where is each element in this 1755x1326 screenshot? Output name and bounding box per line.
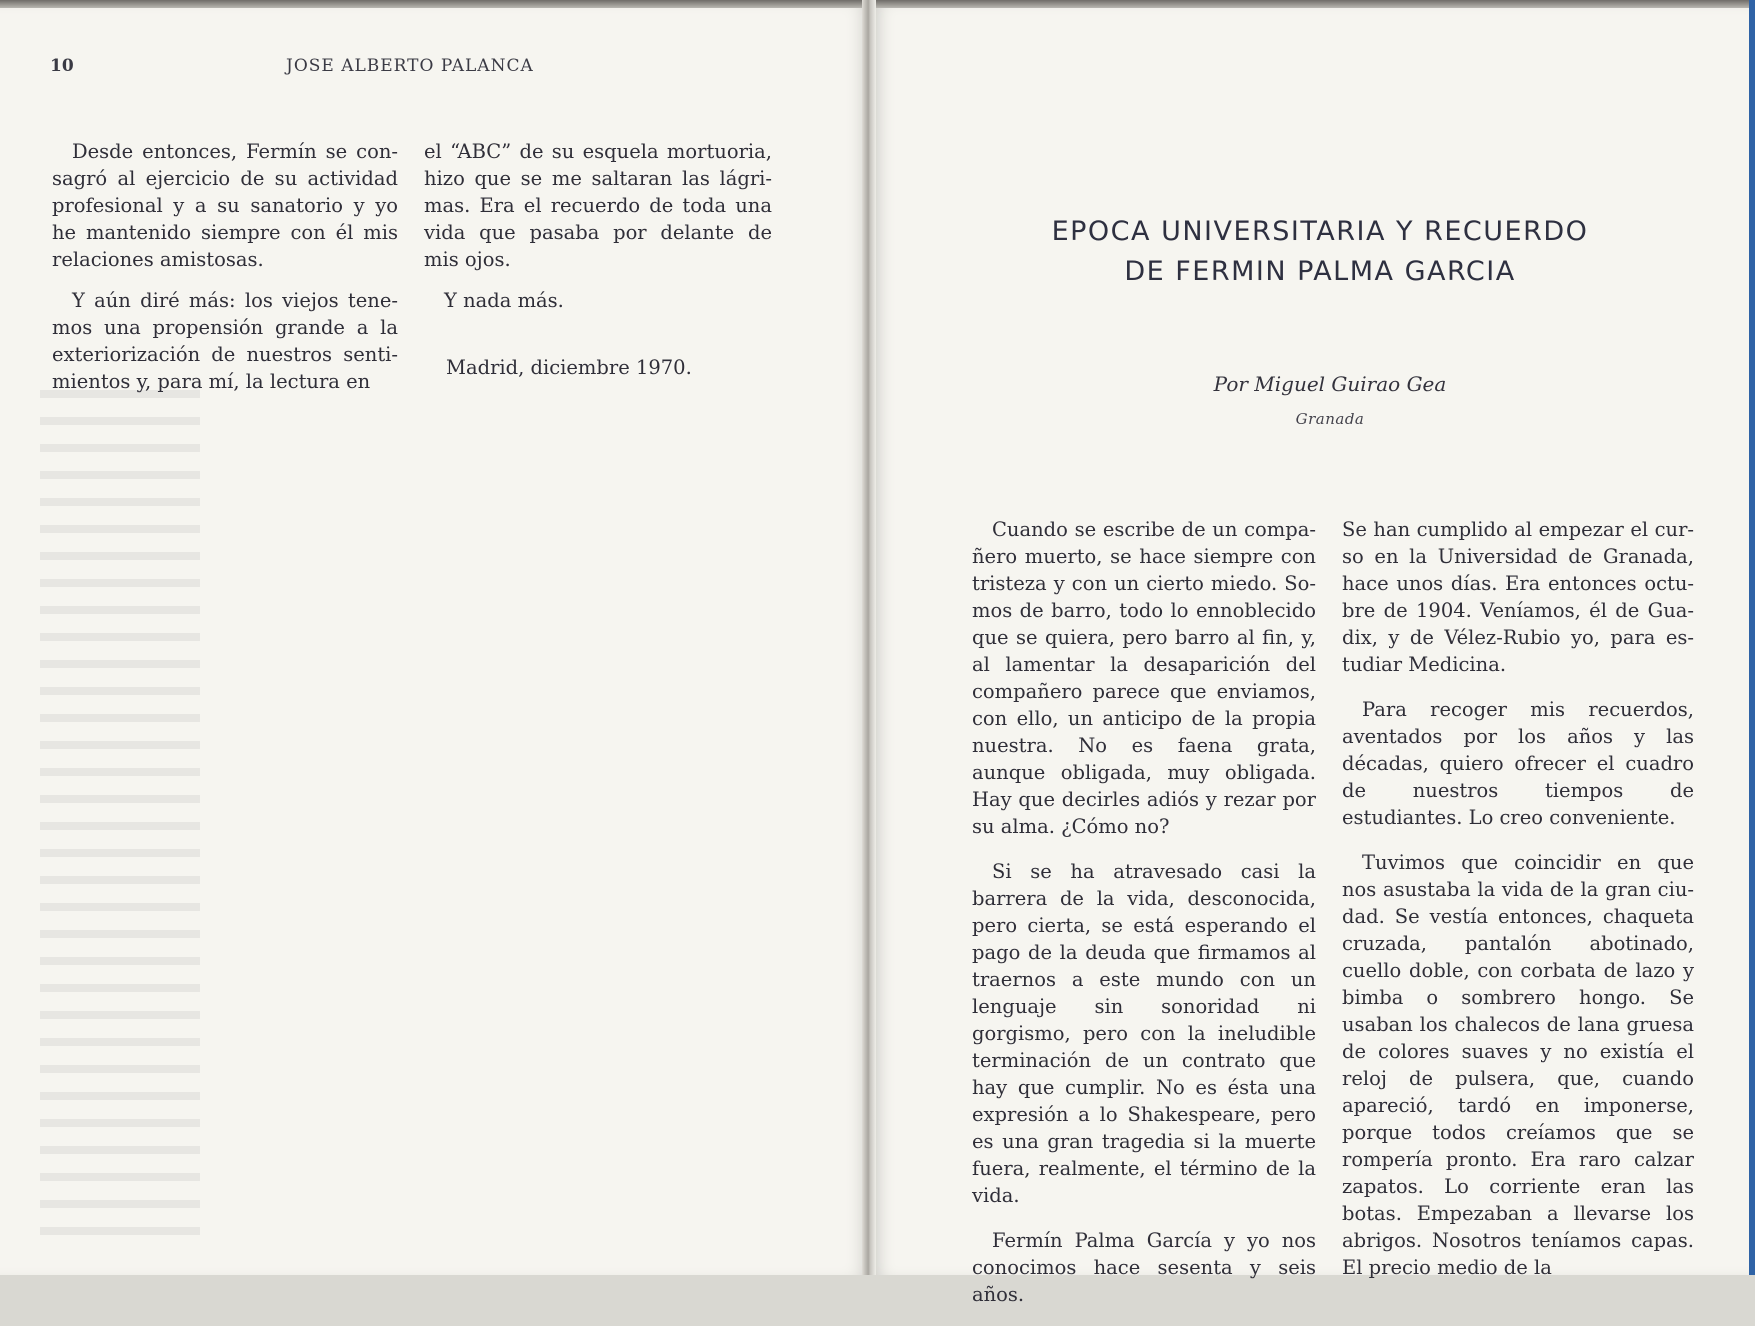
right-column-2 (1342, 516, 1694, 1299)
article-title (960, 212, 1680, 292)
top-edge (0, 0, 1755, 8)
title-line: DE FERMIN PALMA GARCIA (1124, 256, 1516, 287)
paragraph: Y aún diré más: los viejos tenemos una propensión grande a la exteriorización de nuestros sentimientos y, para mí, la lectura en (52, 289, 398, 393)
paragraph: Para recoger mis recuerdos, aventados por los años y las décadas, quiero ofrecer el cuadro de nuestros tiempos de estudiantes. Lo creo conveniente. (1342, 698, 1694, 829)
paragraph: Si se ha atravesado casi la barrera de la vida, desconocida, pero cierta, se está esperando el pago de la deuda que firmamos al traernos a este mundo con un lenguaje sin sonoridad ni gorgismo, pero con la ineludible terminación de un contrato que hay que cumplir. No es ésta una expresión a lo Shakespeare, pero es una gran tragedia si la muerte fuera, realmente, el término de la vida. (972, 860, 1316, 1207)
paragraph: Desde entonces, Fermín se consagró al ejercicio de su actividad profesional y a su sanatorio y yo he mantenido siempre con él mis relaciones amistosas. (52, 140, 398, 271)
author-city: Granada (1295, 410, 1365, 428)
running-head: JOSE ALBERTO PALANCA (286, 56, 534, 76)
left-column-2 (424, 138, 772, 395)
right-column-1 (972, 516, 1316, 1326)
title-line: EPOCA UNIVERSITARIA Y RECUERDO (1051, 216, 1589, 247)
book-gutter (862, 0, 876, 1275)
cover-edge (1749, 0, 1755, 1275)
paragraph: Cuando se escribe de un compañero muerto, se hace siempre con tristeza y con un cierto miedo. Somos de barro, todo lo ennoblecido que se quiera, pero barro al fin, y, al lamentar la desaparición del compañero parece que enviamos, con ello, un anticipo de la propia nuestra. No es faena grata, aunque obligada, muy obligada. Hay que decirles adiós y rezar por su alma. ¿Cómo no? (972, 518, 1316, 838)
byline: Por Miguel Guirao Gea (1213, 372, 1447, 396)
paragraph: Tuvimos que coincidir en que nos asustaba la vida de la gran ciudad. Se vestía entonces, chaqueta cruzada, pantalón abotinado, cuello doble, con corbata de lazo y bimba o sombrero hongo. Se usaban los chalecos de lana gruesa de colores suaves y no existía el reloj de pulsera, que, cuando apareció, tardó en imponerse, porque todos creíamos que se rompería pronto. Era raro calzar zapatos. Lo corriente eran las botas. Empezaban a llevarse los abrigos. Nosotros teníamos capas. El precio medio de la (1342, 851, 1694, 1279)
left-column-1 (52, 138, 398, 409)
paragraph: Fermín Palma García y yo nos conocimos hace sesenta y seis años. (972, 1229, 1316, 1306)
place-date: Madrid, diciembre 1970. (446, 356, 692, 379)
bleed-through-shadow (40, 390, 200, 1250)
paragraph: Se han cumplido al empezar el curso en la Universidad de Granada, hace unos días. Era entonces octubre de 1904. Veníamos, él de Guadix, y de Vélez-Rubio yo, para estudiar Medicina. (1342, 518, 1694, 676)
paragraph: el “ABC” de su esquela mortuoria, hizo que se me saltaran las lágrimas. Era el recuerdo de toda una vida que pasaba por delante de mis ojos. (424, 140, 772, 271)
paragraph: Y nada más. (444, 289, 564, 312)
page-number: 10 (50, 56, 74, 76)
